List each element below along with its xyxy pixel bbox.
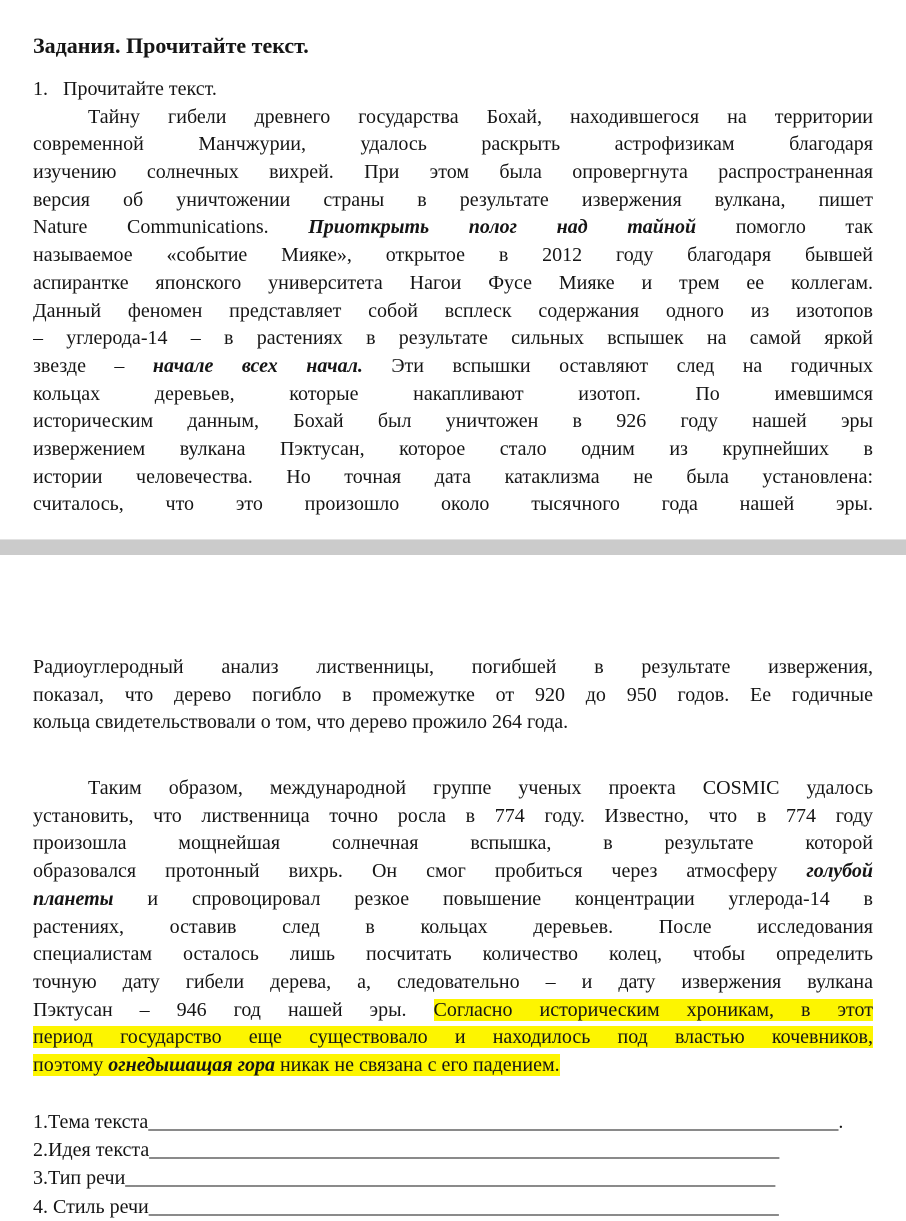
- text-segment: Пэктусан – 946 год нашей эры.: [33, 998, 434, 1021]
- answer-blank-row: [33, 1164, 873, 1192]
- text-line: [33, 187, 873, 215]
- highlighted-segment: никак не связана с его падением.: [274, 1053, 560, 1076]
- blank-line: _____________________________________________________________________: [148, 1110, 839, 1133]
- text-line: [33, 436, 873, 464]
- text-line: [33, 775, 873, 803]
- paragraph-intro: [33, 104, 873, 519]
- text-line: [33, 242, 873, 270]
- text-segment: образовался протонный вихрь. Он смог пробиться через атмосферу: [33, 860, 807, 883]
- text-line: [33, 464, 873, 492]
- text-segment: – углерода-14 – в растениях в результате сильных вспышек на самой яркой: [33, 327, 873, 350]
- highlighted-segment: период государство еще существовало и находилось под властью кочевников,: [33, 1026, 873, 1049]
- text-segment: установить, что лиственница точно росла в 774 году. Известно, что в 774 году: [33, 804, 873, 827]
- text-line: [33, 654, 873, 682]
- page-title: Задания. Прочитайте текст.: [33, 33, 309, 58]
- text-segment: аспирантке японского университета Нагои Фусе Мияке и трем ее коллегам.: [33, 271, 873, 294]
- answer-blank-row: [33, 1108, 873, 1136]
- text-line: [33, 997, 873, 1025]
- text-line: [33, 159, 873, 187]
- text-line: [33, 858, 873, 886]
- text-line: [33, 408, 873, 436]
- highlighted-segment: поэтому: [33, 1053, 109, 1076]
- text-segment: истории человечества. Но точная дата катаклизма не была установлена:: [33, 465, 873, 488]
- text-line: [33, 969, 873, 997]
- highlighted-segment: огнедышащая гора: [108, 1053, 275, 1076]
- text-segment: специалистам осталось лишь посчитать количество колец, чтобы определить: [33, 943, 873, 966]
- text-line: [33, 1024, 873, 1052]
- blank-label: 3.Тип речи: [33, 1167, 126, 1190]
- paragraph-radiocarbon: [33, 654, 873, 737]
- text-line: [33, 682, 873, 710]
- paragraph-cosmic: [33, 775, 873, 1080]
- text-segment: Тайну гибели древнего государства Бохай, находившегося на территории: [88, 105, 873, 128]
- text-segment: Эти вспышки оставляют след на годичных: [362, 354, 873, 377]
- blank-label: 2.Идея текста: [33, 1138, 150, 1161]
- text-line: [33, 491, 873, 519]
- text-line: [33, 1052, 873, 1080]
- text-segment: точную дату гибели дерева, а, следовательно – и дату извержения вулкана: [33, 970, 873, 993]
- blank-line: _________________________________________________________________: [125, 1167, 776, 1190]
- text-segment: извержением вулкана Пэктусан, которое стало одним из крупнейших в: [33, 437, 873, 460]
- answer-blank-row: [33, 1193, 873, 1221]
- emphasis-segment: начале всех начал.: [152, 354, 363, 377]
- blank-suffix: .: [838, 1110, 844, 1133]
- text-line: [33, 381, 873, 409]
- text-line: [33, 325, 873, 353]
- blank-line: _______________________________________________________________: [149, 1138, 780, 1161]
- text-segment: помогло так: [696, 216, 873, 239]
- page-break-band: [0, 539, 906, 555]
- task-item: 1. Прочитайте текст.: [33, 78, 217, 100]
- text-line: [33, 131, 873, 159]
- text-segment: и спровоцировал резкое повышение концентрации углерода-14 в: [113, 887, 873, 910]
- text-segment: кольцах деревьев, которые накапливают изотоп. По имевшимся: [33, 382, 873, 405]
- text-segment: Nature Communications.: [33, 216, 309, 239]
- text-line: [33, 104, 873, 132]
- text-line: [33, 803, 873, 831]
- blank-label: 1.Тема текста: [33, 1110, 149, 1133]
- text-segment: Радиоуглеродный анализ лиственницы, погибшей в результате извержения,: [33, 656, 873, 679]
- text-line: [33, 214, 873, 242]
- text-segment: растениях, оставив след в кольцах деревьев. После исследования: [33, 915, 873, 938]
- text-line: [33, 830, 873, 858]
- text-segment: Данный феномен представляет собой всплеск содержания одного из изотопов: [33, 299, 873, 322]
- text-segment: считалось, что это произошло около тысячного года нашей эры.: [33, 493, 873, 516]
- text-segment: называемое «событие Мияке», открытое в 2012 году благодаря бывшей: [33, 244, 873, 267]
- emphasis-segment: планеты: [33, 887, 114, 910]
- blank-line: _______________________________________________________________: [148, 1195, 779, 1218]
- text-line: [33, 914, 873, 942]
- answer-blanks: [33, 1108, 873, 1221]
- text-segment: показал, что дерево погибло в промежутке от 920 до 950 годов. Ее годичные: [33, 683, 873, 706]
- text-line: [33, 270, 873, 298]
- highlighted-segment: Согласно историческим хроникам, в этот: [433, 998, 873, 1021]
- text-segment: современной Манчжурии, удалось раскрыть астрофизикам благодаря: [33, 133, 873, 156]
- text-line: [33, 709, 873, 737]
- text-segment: произошла мощнейшая солнечная вспышка, в результате которой: [33, 832, 873, 855]
- blank-label: 4. Стиль речи: [33, 1195, 149, 1218]
- text-segment: звезде –: [33, 354, 153, 377]
- text-segment: версия об уничтожении страны в результате извержения вулкана, пишет: [33, 188, 873, 211]
- text-segment: кольца свидетельствовали о том, что дерево прожило 264 года.: [33, 711, 569, 734]
- answer-blank-row: [33, 1136, 873, 1164]
- emphasis-segment: голубой: [806, 860, 873, 883]
- text-segment: изучению солнечных вихрей. При этом была опровергнута распространенная: [33, 161, 873, 184]
- text-segment: историческим данным, Бохай был уничтожен в 926 году нашей эры: [33, 410, 873, 433]
- text-segment: Таким образом, международной группе ученых проекта COSMIC удалось: [88, 777, 873, 800]
- emphasis-segment: Приоткрыть полог над тайной: [308, 216, 697, 239]
- text-line: [33, 886, 873, 914]
- text-line: [33, 298, 873, 326]
- text-line: [33, 941, 873, 969]
- text-line: [33, 353, 873, 381]
